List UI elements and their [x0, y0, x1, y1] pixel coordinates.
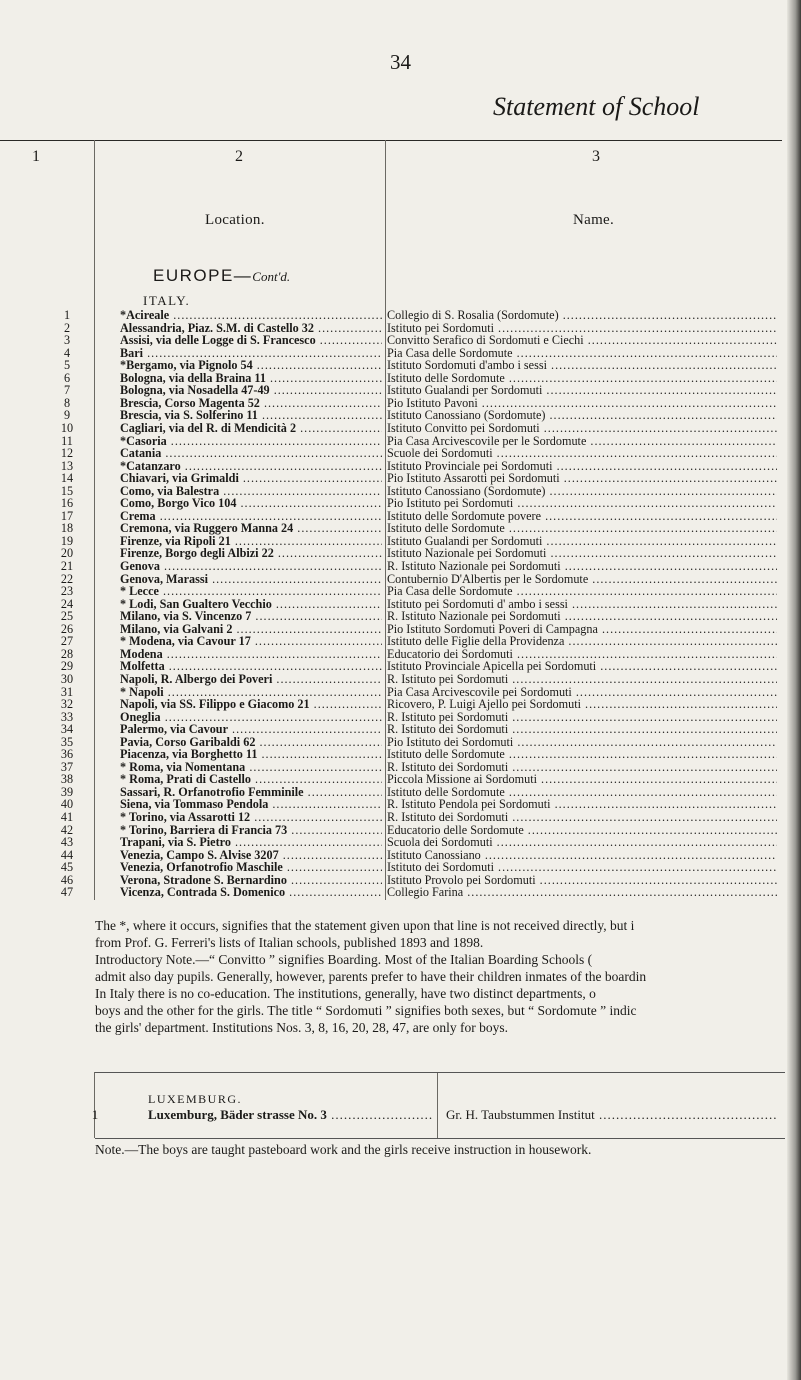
- section-title: EUROPE—Cont'd.: [153, 266, 291, 285]
- row-location-text: * Roma, Prati di Castello: [120, 772, 251, 787]
- row-location-text: Venezia, Orfanotrofio Maschile: [120, 860, 283, 875]
- row-location-text: Pavia, Corso Garibaldi 62: [120, 734, 256, 749]
- row-location: [120, 885, 382, 900]
- row-location-text: Firenze, via Ripoli 21: [120, 533, 231, 548]
- row-name-text: Pio Istituto Sordomuti Poveri di Campagna: [387, 621, 598, 636]
- lux-divider-1: [94, 1072, 95, 1138]
- row-location-text: Catania: [120, 446, 162, 461]
- row-location-text: Alessandria, Piaz. S.M. di Castello 32: [120, 320, 314, 335]
- row-location-text: Milano, via S. Vincenzo 7: [120, 609, 252, 624]
- row-location-text: Chiavari, via Grimaldi: [120, 471, 239, 486]
- row-name-text: R. Istituto dei Sordomuti: [387, 810, 509, 824]
- country-heading-italy: ITALY.: [143, 293, 191, 308]
- row-number: 32: [60, 697, 74, 712]
- row-name-text: Contubernio D'Albertis per le Sordomute: [387, 571, 589, 586]
- row-name-text: Pio Istituto pei Sordomuti: [387, 496, 514, 511]
- row-name-text: Pio Istituto Assarotti pei Sordomuti: [387, 471, 560, 486]
- row-number: 21: [60, 559, 74, 573]
- row-number: 37: [60, 759, 74, 774]
- row-name-text: Collegio di S. Rosalia (Sordomute): [387, 308, 559, 322]
- row-number: 4: [63, 345, 71, 360]
- page-number: 34: [390, 50, 411, 74]
- row-number: 43: [60, 835, 74, 850]
- row-number: 16: [60, 496, 74, 511]
- row-location-text: *Acireale: [120, 308, 170, 322]
- row-location-text: Crema: [120, 508, 156, 523]
- row-name-text: Istituto dei Sordomuti: [387, 860, 494, 875]
- row-location-text: Luxemburg, Bäder strasse No. 3: [148, 1107, 327, 1122]
- row-name: [387, 885, 777, 900]
- row-name-text: Istituto delle Figlie della Providenza: [387, 634, 565, 649]
- row-name-text: Pia Casa delle Sordomute: [387, 345, 513, 360]
- row-number: 31: [60, 684, 74, 699]
- row-number: 33: [60, 709, 74, 724]
- row-name-text: Istituto Canossiano (Sordomute): [387, 483, 546, 498]
- row-number: 1: [91, 1107, 99, 1122]
- row-location-text: Palermo, via Cavour: [120, 722, 228, 737]
- row-location-text: * Napoli: [120, 684, 164, 699]
- row-number: 44: [60, 847, 74, 862]
- section-title-suffix: Cont'd.: [252, 269, 291, 284]
- footnote: [95, 917, 795, 1036]
- footnote-line: admit also day pupils. Generally, however, parents prefer to have their children inmates of the boardin: [95, 969, 647, 984]
- row-location-text: Verona, Stradone S. Bernardino: [120, 872, 287, 887]
- header-rule: [0, 140, 782, 141]
- row-name-text: Istituto Gualandi per Sordomuti: [387, 383, 543, 398]
- row-number: 23: [60, 584, 74, 599]
- row-location-text: *Catanzaro: [120, 458, 181, 473]
- row-name-text: Gr. H. Taubstummen Institut: [446, 1107, 595, 1122]
- row-location-text: Brescia, Corso Magenta 52: [120, 395, 260, 410]
- row-number: 19: [60, 533, 74, 548]
- row-name-text: Istituto Canossiano: [387, 847, 481, 862]
- row-name-text: Istituto delle Sordomute: [387, 784, 505, 799]
- row-name-text: R. Istituto Nazionale pei Sordomuti: [387, 559, 561, 573]
- row-number: 24: [60, 596, 74, 611]
- row-location-text: Molfetta: [120, 659, 165, 674]
- row-location-text: * Modena, via Cavour 17: [120, 634, 251, 649]
- table-row: [0, 885, 782, 900]
- row-number: 46: [60, 872, 74, 887]
- row-number: 17: [60, 508, 74, 523]
- row-number: 47: [60, 885, 74, 900]
- row-location-text: Cremona, via Ruggero Manna 24: [120, 521, 294, 536]
- lux-divider-2: [437, 1072, 438, 1138]
- row-location-text: Brescia, via S. Solferino 11: [120, 408, 258, 423]
- row-location-text: Modena: [120, 646, 163, 661]
- row-number: 25: [60, 609, 74, 624]
- row-location-text: Como, via Balestra: [120, 483, 220, 498]
- row-location-text: * Torino, via Assarotti 12: [120, 810, 251, 824]
- row-number: 27: [60, 634, 74, 649]
- row-number: 14: [60, 471, 74, 486]
- column-number-2: 2: [235, 148, 243, 165]
- column-header-name: Name.: [573, 212, 615, 228]
- footnote-line: the girls' department. Institutions Nos. 3, 8, 16, 20, 28, 47, are only for boys.: [95, 1020, 509, 1035]
- column-number-1: 1: [32, 148, 40, 165]
- row-name-text: Istituto Gualandi per Sordomuti: [387, 533, 543, 548]
- row-location-text: Trapani, via S. Pietro: [120, 835, 231, 850]
- lux-rule-top: [95, 1072, 785, 1073]
- row-location-text: Vicenza, Contrada S. Domenico: [120, 885, 286, 900]
- row-name-text: Istituto Nazionale pei Sordomuti: [387, 546, 547, 561]
- row-name-text: Istituto Provinciale Apicella pei Sordomuti: [387, 659, 597, 674]
- row-number: 41: [60, 810, 74, 824]
- lux-rule-bottom: [95, 1138, 785, 1139]
- row-location-text: Bologna, via Nosadella 47-49: [120, 383, 270, 398]
- footnote-line: from Prof. G. Ferreri's lists of Italian schools, published 1893 and 1898.: [95, 935, 484, 950]
- row-location-text: Como, Borgo Vico 104: [120, 496, 237, 511]
- row-number: 42: [60, 822, 74, 837]
- row-name-text: R. Istituto pei Sordomuti: [387, 709, 509, 724]
- footnote-line: The *, where it occurs, signifies that the statement given upon that line is not received directly, but i: [95, 918, 635, 933]
- table-row: [0, 1107, 782, 1123]
- row-name-text: Pia Casa Arcivescovile per le Sordomute: [387, 433, 587, 448]
- row-name-text: Istituto Provolo pei Sordomuti: [387, 872, 536, 887]
- row-location-text: Genova: [120, 559, 160, 573]
- row-location-text: *Casoria: [120, 433, 167, 448]
- row-name-text: Pio Istituto Pavoni: [387, 395, 478, 410]
- row-location-text: Venezia, Campo S. Alvise 3207: [120, 847, 279, 862]
- row-location-text: * Roma, via Nomentana: [120, 759, 246, 774]
- row-name-text: Istituto Canossiano (Sordomute): [387, 408, 546, 423]
- row-location-text: *Bergamo, via Pignolo 54: [120, 358, 253, 373]
- row-name-text: Istituto delle Sordomute povere: [387, 508, 542, 523]
- row-location-text: Bologna, via della Braina 11: [120, 370, 266, 385]
- footnote-line: Introductory Note.—“ Convitto ” signifies Boarding. Most of the Italian Boarding Schools (: [95, 952, 593, 967]
- row-name-text: Convitto Serafico di Sordomuti e Ciechi: [387, 333, 584, 348]
- row-location-text: Napoli, via SS. Filippo e Giacomo 21: [120, 697, 310, 712]
- row-number: 35: [60, 734, 74, 749]
- row-location-text: Piacenza, via Borghetto 11: [120, 747, 258, 762]
- row-number: 7: [63, 383, 71, 398]
- row-name-text: Pio Istituto dei Sordomuti: [387, 734, 514, 749]
- row-number: 29: [60, 659, 74, 674]
- row-number: 1: [63, 308, 71, 322]
- row-number: 20: [60, 546, 74, 561]
- row-number: 15: [60, 483, 74, 498]
- row-name-text: Istituto delle Sordomute: [387, 521, 505, 536]
- row-name-text: Ricovero, P. Luigi Ajello pei Sordomuti: [387, 697, 581, 712]
- row-number: 45: [60, 860, 74, 875]
- row-number: 11: [61, 433, 73, 448]
- row-number: 36: [60, 747, 74, 762]
- footnote-line: In Italy there is no co-education. The institutions, generally, have two distinct departments, o: [95, 986, 596, 1001]
- row-name-text: R. Istituto dei Sordomuti: [387, 722, 509, 737]
- row-name-text: Istituto delle Sordomute: [387, 747, 505, 762]
- row-name-text: R. Istituto Pendola pei Sordomuti: [387, 797, 551, 812]
- row-number: 38: [60, 772, 74, 787]
- row-number: 26: [60, 621, 74, 636]
- row-number: 6: [63, 370, 71, 385]
- section-title-text: EUROPE: [153, 266, 234, 285]
- row-number: 3: [63, 333, 71, 348]
- row-location: [148, 1107, 434, 1123]
- row-name-text: Educatorio dei Sordomuti: [387, 646, 513, 661]
- row-name-text: Istituto Convitto pei Sordomuti: [387, 420, 540, 435]
- row-location-text: Siena, via Tommaso Pendola: [120, 797, 269, 812]
- row-number: 2: [63, 320, 71, 335]
- column-number-3: 3: [592, 148, 600, 165]
- row-name-text: Istituto pei Sordomuti d' ambo i sessi: [387, 596, 568, 611]
- row-name-text: R. Istituto dei Sordomuti: [387, 759, 509, 774]
- row-location-text: * Lodi, San Gualtero Vecchio: [120, 596, 272, 611]
- row-number: 10: [60, 420, 74, 435]
- row-name-text: Piccola Missione ai Sordomuti: [387, 772, 537, 787]
- page-edge-shadow: [787, 0, 801, 1380]
- row-name-text: Collegio Farina: [387, 885, 464, 900]
- column-header-location: Location.: [205, 212, 265, 228]
- footnote-line: boys and the other for the girls. The title “ Sordomuti ” signifies both sexes, but “ Sordomute ” indic: [95, 1003, 637, 1018]
- row-number: 40: [60, 797, 74, 812]
- row-name-text: Istituto delle Sordomute: [387, 370, 505, 385]
- row-location-text: Assisi, via delle Logge di S. Francesco: [120, 333, 316, 348]
- row-name-text: Istituto Provinciale pei Sordomuti: [387, 458, 553, 473]
- row-name-text: Istituto Sordomuti d'ambo i sessi: [387, 358, 547, 373]
- row-location-text: Cagliari, via del R. di Mendicità 2: [120, 420, 297, 435]
- row-location-text: Genova, Marassi: [120, 571, 209, 586]
- bottom-note: Note.—The boys are taught pasteboard work and the girls receive instruction in housework.: [95, 1142, 592, 1157]
- row-number: 8: [63, 395, 71, 410]
- row-name-text: Pia Casa Arcivescovile pei Sordomuti: [387, 684, 572, 699]
- row-number: 28: [60, 646, 74, 661]
- row-location-text: Oneglia: [120, 709, 161, 724]
- row-number: 30: [60, 671, 74, 686]
- row-number: 12: [60, 446, 74, 461]
- row-location-text: * Torino, Barriera di Francia 73: [120, 822, 288, 837]
- row-name: [446, 1107, 776, 1123]
- row-name-text: Scuola dei Sordomuti: [387, 835, 493, 850]
- row-name-text: Educatorio delle Sordomute: [387, 822, 524, 837]
- country-heading-luxemburg: LUXEMBURG.: [148, 1092, 243, 1106]
- row-name-text: R. Istituto Nazionale pei Sordomuti: [387, 609, 561, 624]
- row-number: 13: [60, 458, 74, 473]
- row-location-text: Firenze, Borgo degli Albizi 22: [120, 546, 274, 561]
- row-number: 5: [63, 358, 71, 373]
- running-title: Statement of School: [493, 92, 700, 121]
- row-location-text: * Lecce: [120, 584, 159, 599]
- row-location-text: Milano, via Galvani 2: [120, 621, 233, 636]
- row-number: 18: [60, 521, 74, 536]
- row-location-text: Sassari, R. Orfanotrofio Femminile: [120, 784, 304, 799]
- row-location-text: Napoli, R. Albergo dei Poveri: [120, 671, 273, 686]
- row-location-text: Bari: [120, 345, 144, 360]
- row-name-text: Istituto pei Sordomuti: [387, 320, 494, 335]
- row-name-text: Scuole dei Sordomuti: [387, 446, 493, 461]
- row-number: 22: [60, 571, 74, 586]
- row-name-text: R. Istituto pei Sordomuti: [387, 671, 509, 686]
- row-name-text: Pia Casa delle Sordomute: [387, 584, 513, 599]
- row-number: 9: [63, 408, 71, 423]
- row-number: 34: [60, 722, 74, 737]
- row-number: 39: [60, 784, 74, 799]
